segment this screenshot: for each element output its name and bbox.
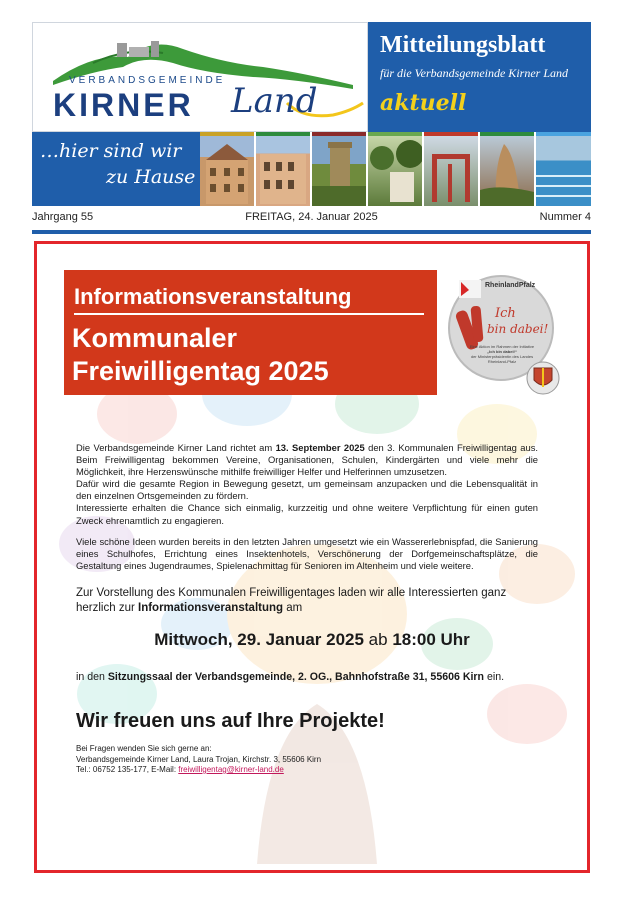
invitation-event-name: Informationsveranstaltung [138, 601, 284, 614]
issue-number: Nummer 4 [539, 211, 591, 223]
volume-label: Jahrgang 55 [32, 211, 94, 223]
banner-title: Informationsveranstaltung [74, 284, 352, 309]
photo-townhall [200, 132, 254, 206]
aktuell-tag: aktuell [380, 90, 467, 116]
location-post: ein. [484, 671, 505, 683]
publication-title: Mitteilungsblatt [380, 32, 546, 58]
photo-garden [368, 132, 422, 206]
event-datetime [37, 630, 587, 650]
event-location [76, 670, 538, 684]
photo-sculpture [424, 132, 478, 206]
contact-phone: Tel.: 06752 135-177, E-Mail: [76, 765, 179, 774]
badge-line-2: bin dabei! [487, 322, 549, 336]
intro-text-pre: Die Verbandsgemeinde Kirner Land richtet am [76, 442, 276, 453]
masthead [32, 22, 591, 206]
contact-block [76, 744, 321, 776]
intro-date: 13. September 2025 [275, 442, 365, 453]
invitation-post: am [283, 601, 303, 614]
badge-line-1: Ich [495, 306, 516, 321]
badge-state: RheinlandPfalz [485, 282, 536, 289]
photo-old-building [256, 132, 310, 206]
location-pre: in den [76, 671, 108, 683]
badge-caption-line-2: „Ich bin dabei!“ [487, 349, 517, 354]
logo-kirner: KIRNER [53, 87, 194, 123]
headline-banner [64, 270, 437, 395]
contact-email-link[interactable]: freiwilligentag@kirner-land.de [178, 765, 284, 774]
contact-line-1: Bei Fragen wenden Sie sich gerne an: [76, 744, 212, 753]
slogan-panel [32, 132, 200, 206]
intro-line-3: Interessierte erhalten die Chance sich einmalig, kurzzeitig und ohne weitere Verpflichtung für einen guten Zweck ehrenamtlich zu engagieren. [76, 502, 538, 526]
slogan-line-1: …hier sind wir [40, 140, 182, 162]
photo-rock [480, 132, 534, 206]
photo-pool [536, 132, 591, 206]
logo-land: Land [231, 81, 318, 121]
announcement-frame [34, 241, 590, 873]
publication-subtitle: für die Verbandsgemeinde Kirner Land [380, 66, 568, 80]
intro-line-2: Dafür wird die gesamte Region in Bewegung gesetzt, um gemeinsam anzupacken und die Lebensqualität in den einzelnen Ortsgemeinden zu fördern. [76, 478, 538, 502]
badge-caption-line-3: der Ministerpräsidentin des Landes Rheinland-Pfalz [470, 354, 534, 364]
badge-caption-line-1: Eine Aktion im Rahmen der Initiative [469, 344, 535, 349]
location-venue: Sitzungssaal der Verbandsgemeinde, 2. OG., Bahnhofstraße 31, 55606 Kirn [107, 671, 485, 683]
title-panel [368, 22, 591, 132]
intro-paragraph [76, 442, 538, 527]
banner-main-line-1: Kommunaler [72, 323, 238, 353]
banner-main-line-2: Freiwilligentag 2025 [72, 356, 329, 386]
event-date: Mittwoch, 29. Januar 2025 [154, 630, 364, 649]
contact-line-2: Verbandsgemeinde Kirner Land, Laura Trojan, Kirchstr. 3, 55606 Kirn [76, 754, 322, 764]
event-time: 18:00 Uhr [392, 630, 470, 649]
slogan-line-2: zu Hause [106, 166, 196, 188]
dateline-rule [32, 230, 591, 234]
invitation-text [76, 586, 546, 615]
ideas-paragraph: Viele schöne Ideen wurden bereits in den letzten Jahren umgesetzt wie ein Wassererlebnispfad, die Sanierung eines Schulhofes, Errichtung eines Insektenhotels, Verschönerung der Dorfgemeinschaftsplätze, die Gestaltung eines Jugendraumes, Spielenachmittag für Senioren im Altenheim und viele weitere. [76, 536, 538, 572]
event-connector: ab [363, 630, 393, 649]
logo-panel [32, 22, 368, 132]
photo-castle-tower [312, 132, 366, 206]
closing-headline: Wir freuen uns auf Ihre Projekte! [76, 710, 385, 732]
badge-caption [465, 344, 539, 364]
dateline [32, 208, 591, 226]
vg-label: VERBANDSGEMEINDE [69, 75, 226, 86]
photo-strip [200, 132, 591, 206]
contact-line-3 [76, 765, 321, 776]
issue-date: FREITAG, 24. Januar 2025 [245, 211, 378, 223]
invitation-pre: Zur Vorstellung des Kommunalen Freiwilligentages laden wir alle Interessierten ganz herzlich zur [76, 587, 507, 614]
intro-text-post: den 3. Kommunalen Freiwilligentag aus. Beim Freiwilligentag bekommen Vereine, Organisationen, Schulen, Kindergärten und viele mehr die Möglichkeit, ihre Herzenswünsche mithilfe freiwilliger Helfer und Helferinnen umzusetzen. [76, 442, 538, 478]
banner-rule [74, 313, 424, 315]
ich-bin-dabei-badge [447, 270, 563, 396]
